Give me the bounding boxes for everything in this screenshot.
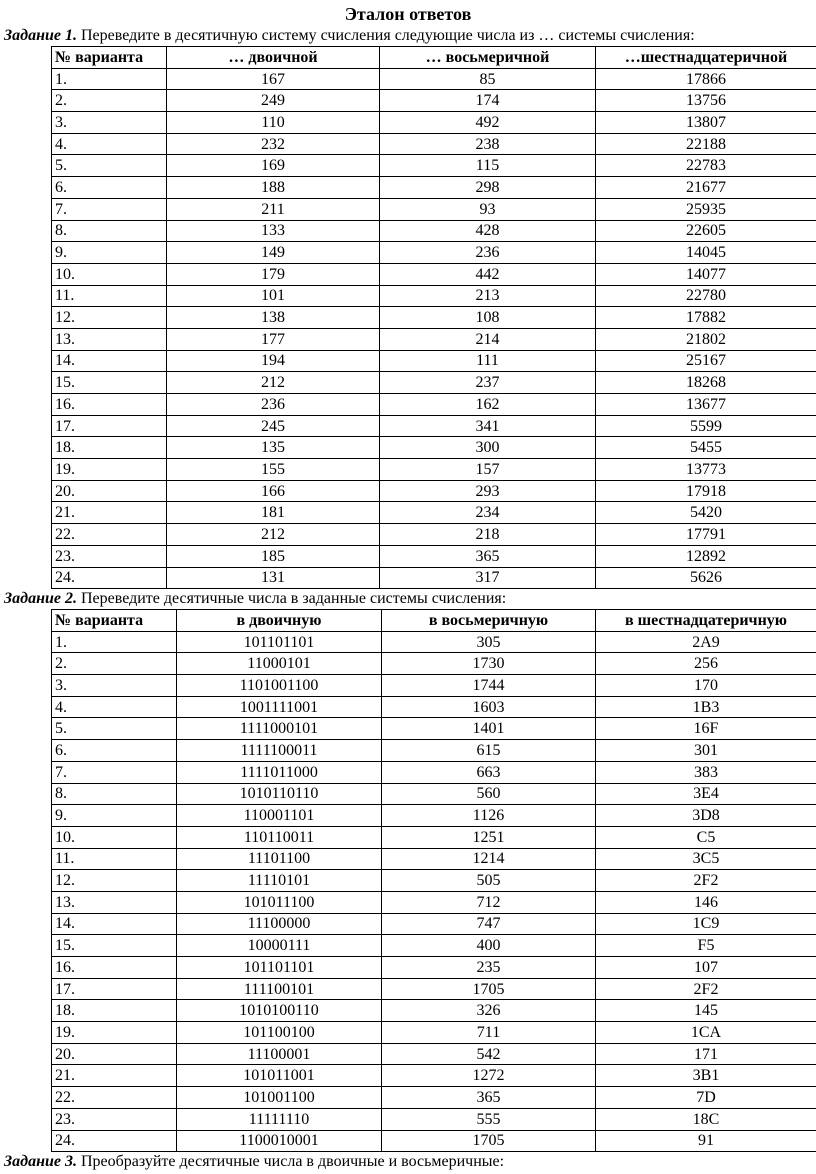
task2-cell-octal: 1126 [382,805,596,827]
table-row [52,740,816,762]
table-row [52,870,816,892]
task2-cell-hex: 2F2 [596,978,816,1000]
task2-cell-hex: 145 [596,1000,816,1022]
task1-cell-variant: 15. [52,372,167,394]
task2-cell-hex: 107 [596,957,816,979]
task2-cell-variant: 22. [52,1087,177,1109]
task2-cell-binary: 101001100 [177,1087,382,1109]
task3-text: Преобразуйте десятичные числа в двоичные и восьмеричные: [76,1153,505,1170]
table-row [52,307,816,329]
task2-header-row [52,610,816,632]
table-row [52,805,816,827]
task2-cell-octal: 505 [382,870,596,892]
task2-cell-variant: 7. [52,761,177,783]
task2-cell-variant: 21. [52,1065,177,1087]
task1-cell-variant: 14. [52,350,167,372]
task1-cell-octal: 93 [380,198,596,220]
task1-cell-hex: 22188 [596,133,816,155]
task2-cell-hex: 256 [596,653,816,675]
task2-cell-hex: 171 [596,1043,816,1065]
task1-cell-binary: 101 [167,285,380,307]
task2-cell-binary: 1010100110 [177,1000,382,1022]
task1-cell-hex: 21802 [596,328,816,350]
task2-cell-octal: 326 [382,1000,596,1022]
task2-cell-binary: 11111110 [177,1108,382,1130]
table-row [52,761,816,783]
table-row [52,978,816,1000]
table-row [52,177,816,199]
table-row [52,1043,816,1065]
task1-cell-binary: 149 [167,242,380,264]
task1-cell-octal: 492 [380,112,596,134]
task1-cell-hex: 21677 [596,177,816,199]
task2-cell-variant: 4. [52,696,177,718]
task2-cell-octal: 542 [382,1043,596,1065]
task2-cell-octal: 1603 [382,696,596,718]
task1-cell-binary: 138 [167,307,380,329]
table-row [52,631,816,653]
task2-heading [4,589,506,608]
task2-cell-binary: 11100000 [177,913,382,935]
task1-cell-variant: 8. [52,220,167,242]
table-row [52,783,816,805]
task2-cell-binary: 101101101 [177,631,382,653]
table-row [52,155,816,177]
task1-table [51,46,816,589]
task1-cell-hex: 14077 [596,263,816,285]
task1-cell-variant: 19. [52,459,167,481]
task1-cell-octal: 234 [380,502,596,524]
task2-cell-variant: 19. [52,1022,177,1044]
table-row [52,285,816,307]
table-row [52,1087,816,1109]
task2-cell-variant: 17. [52,978,177,1000]
task2-cell-hex: C5 [596,826,816,848]
task2-cell-binary: 1001111001 [177,696,382,718]
table-row [52,459,816,481]
task1-cell-binary: 245 [167,415,380,437]
task1-cell-hex: 18268 [596,372,816,394]
task1-cell-hex: 22783 [596,155,816,177]
task2-cell-hex: 1CA [596,1022,816,1044]
task1-cell-hex: 25935 [596,198,816,220]
task2-cell-hex: 2A9 [596,631,816,653]
task1-cell-variant: 16. [52,394,167,416]
task2-cell-hex: 3D8 [596,805,816,827]
table-row [52,112,816,134]
table-row [52,675,816,697]
task2-cell-variant: 15. [52,935,177,957]
table-row [52,957,816,979]
task2-cell-variant: 16. [52,957,177,979]
task1-cell-binary: 188 [167,177,380,199]
task2-cell-octal: 1730 [382,653,596,675]
task1-cell-octal: 218 [380,524,596,546]
task2-cell-binary: 11101100 [177,848,382,870]
table-row [52,567,816,589]
task2-cell-binary: 11110101 [177,870,382,892]
task2-cell-octal: 1705 [382,978,596,1000]
task2-cell-octal: 747 [382,913,596,935]
page-title: Эталон ответов [344,4,472,24]
task1-cell-octal: 237 [380,372,596,394]
task2-cell-octal: 711 [382,1022,596,1044]
task2-label: Задание 2. [4,590,77,607]
task2-cell-variant: 3. [52,675,177,697]
task1-header-row [52,47,816,69]
task2-cell-hex: 3C5 [596,848,816,870]
task1-cell-octal: 238 [380,133,596,155]
task1-header-hex: …шестнадцатеричной [596,47,816,69]
task1-cell-octal: 236 [380,242,596,264]
task1-cell-variant: 23. [52,545,167,567]
table-row [52,220,816,242]
table-row [52,524,816,546]
table-row [52,545,816,567]
task1-header-variant: № варианта [52,47,167,69]
task2-cell-binary: 1101001100 [177,675,382,697]
table-row [52,696,816,718]
table-row [52,1000,816,1022]
task2-cell-hex: 16F [596,718,816,740]
task1-cell-variant: 21. [52,502,167,524]
task1-cell-variant: 4. [52,133,167,155]
task1-cell-octal: 213 [380,285,596,307]
task1-header-octal: … восьмеричной [380,47,596,69]
task1-cell-variant: 20. [52,480,167,502]
task2-cell-hex: 1C9 [596,913,816,935]
task2-cell-octal: 1705 [382,1130,596,1152]
task2-cell-binary: 110110011 [177,826,382,848]
task1-label: Задание 1. [4,27,77,44]
task1-heading [4,26,695,45]
task1-cell-octal: 442 [380,263,596,285]
task2-cell-variant: 5. [52,718,177,740]
task2-cell-variant: 23. [52,1108,177,1130]
task2-cell-variant: 20. [52,1043,177,1065]
task1-cell-binary: 212 [167,524,380,546]
task2-cell-hex: 1B3 [596,696,816,718]
task1-cell-hex: 13756 [596,90,816,112]
table-row [52,350,816,372]
task1-cell-variant: 2. [52,90,167,112]
task1-cell-binary: 194 [167,350,380,372]
table-row [52,1108,816,1130]
table-row [52,198,816,220]
table-row [52,372,816,394]
task2-header-variant: № варианта [52,610,177,632]
task2-table [51,609,816,1152]
task1-cell-variant: 13. [52,328,167,350]
task2-cell-octal: 235 [382,957,596,979]
table-row [52,913,816,935]
task2-header-binary: в двоичную [177,610,382,632]
task1-cell-octal: 111 [380,350,596,372]
task2-cell-variant: 2. [52,653,177,675]
task1-cell-hex: 5455 [596,437,816,459]
task2-cell-hex: 170 [596,675,816,697]
table-row [52,502,816,524]
table-row [52,718,816,740]
task1-cell-octal: 174 [380,90,596,112]
task2-cell-variant: 13. [52,891,177,913]
task2-cell-variant: 14. [52,913,177,935]
task2-cell-octal: 560 [382,783,596,805]
task2-cell-octal: 400 [382,935,596,957]
task2-cell-binary: 1100010001 [177,1130,382,1152]
task2-cell-binary: 10000111 [177,935,382,957]
task1-cell-variant: 3. [52,112,167,134]
task2-cell-hex: 91 [596,1130,816,1152]
task1-cell-binary: 185 [167,545,380,567]
task2-cell-octal: 712 [382,891,596,913]
task2-cell-octal: 1272 [382,1065,596,1087]
task1-header-binary: … двоичной [167,47,380,69]
task1-cell-hex: 13807 [596,112,816,134]
task1-cell-octal: 317 [380,567,596,589]
task1-cell-binary: 232 [167,133,380,155]
task1-cell-hex: 13677 [596,394,816,416]
task1-cell-octal: 341 [380,415,596,437]
task1-cell-hex: 17791 [596,524,816,546]
task1-cell-hex: 22780 [596,285,816,307]
task2-cell-variant: 1. [52,631,177,653]
task2-cell-octal: 1744 [382,675,596,697]
table-row [52,848,816,870]
table-row [52,891,816,913]
task2-cell-octal: 365 [382,1087,596,1109]
task1-cell-binary: 167 [167,68,380,90]
task1-cell-variant: 18. [52,437,167,459]
task1-text: Переведите в десятичную систему счисления следующие числа из … системы счисления: [76,27,695,44]
task1-cell-octal: 298 [380,177,596,199]
task1-cell-binary: 212 [167,372,380,394]
task2-cell-binary: 110001101 [177,805,382,827]
table-row [52,1022,816,1044]
task1-cell-binary: 249 [167,90,380,112]
task1-cell-hex: 5599 [596,415,816,437]
task1-cell-variant: 24. [52,567,167,589]
task1-cell-octal: 428 [380,220,596,242]
task2-cell-variant: 12. [52,870,177,892]
task1-cell-hex: 17866 [596,68,816,90]
task2-cell-hex: 383 [596,761,816,783]
table-row [52,437,816,459]
task2-header-hex: в шестнадцатеричную [596,610,816,632]
table-row [52,328,816,350]
task1-cell-octal: 115 [380,155,596,177]
task2-cell-variant: 24. [52,1130,177,1152]
table-row [52,242,816,264]
task1-cell-hex: 13773 [596,459,816,481]
task2-cell-binary: 1010110110 [177,783,382,805]
task1-cell-variant: 11. [52,285,167,307]
task2-cell-hex: 301 [596,740,816,762]
task2-cell-variant: 6. [52,740,177,762]
task1-cell-variant: 9. [52,242,167,264]
task2-cell-binary: 11100001 [177,1043,382,1065]
task2-cell-binary: 101101101 [177,957,382,979]
task2-cell-binary: 1111011000 [177,761,382,783]
task1-cell-hex: 25167 [596,350,816,372]
task2-cell-hex: 3B1 [596,1065,816,1087]
task2-cell-octal: 1401 [382,718,596,740]
task1-cell-octal: 157 [380,459,596,481]
task2-cell-binary: 11000101 [177,653,382,675]
table-row [52,68,816,90]
task1-cell-variant: 22. [52,524,167,546]
task1-cell-octal: 162 [380,394,596,416]
task1-cell-octal: 365 [380,545,596,567]
task2-cell-binary: 101011001 [177,1065,382,1087]
task2-cell-octal: 1251 [382,826,596,848]
task2-cell-hex: 18C [596,1108,816,1130]
task1-cell-binary: 179 [167,263,380,285]
task1-cell-binary: 166 [167,480,380,502]
table-row [52,1130,816,1152]
task1-cell-binary: 155 [167,459,380,481]
task1-cell-hex: 17918 [596,480,816,502]
task2-cell-octal: 663 [382,761,596,783]
task1-cell-hex: 17882 [596,307,816,329]
task2-cell-hex: 146 [596,891,816,913]
table-row [52,90,816,112]
task1-cell-binary: 177 [167,328,380,350]
task1-cell-octal: 293 [380,480,596,502]
task2-cell-binary: 111100101 [177,978,382,1000]
task2-cell-variant: 9. [52,805,177,827]
task2-cell-octal: 1214 [382,848,596,870]
task1-cell-octal: 85 [380,68,596,90]
task3-heading [4,1152,504,1171]
table-row [52,263,816,285]
task1-cell-binary: 135 [167,437,380,459]
task2-cell-hex: 2F2 [596,870,816,892]
task1-cell-binary: 110 [167,112,380,134]
task2-cell-octal: 615 [382,740,596,762]
table-row [52,394,816,416]
task2-cell-binary: 101100100 [177,1022,382,1044]
task1-cell-variant: 5. [52,155,167,177]
task2-cell-variant: 8. [52,783,177,805]
task2-cell-hex: 3E4 [596,783,816,805]
task1-cell-variant: 6. [52,177,167,199]
task2-cell-variant: 10. [52,826,177,848]
task1-cell-hex: 12892 [596,545,816,567]
task2-cell-binary: 101011100 [177,891,382,913]
task2-cell-binary: 1111100011 [177,740,382,762]
task1-cell-variant: 7. [52,198,167,220]
task1-cell-variant: 17. [52,415,167,437]
task2-cell-octal: 555 [382,1108,596,1130]
task1-cell-octal: 300 [380,437,596,459]
table-row [52,480,816,502]
task1-cell-octal: 214 [380,328,596,350]
table-row [52,653,816,675]
task1-cell-octal: 108 [380,307,596,329]
task2-cell-binary: 1111000101 [177,718,382,740]
table-row [52,935,816,957]
task2-cell-variant: 18. [52,1000,177,1022]
task1-cell-binary: 181 [167,502,380,524]
task1-cell-hex: 22605 [596,220,816,242]
task2-cell-octal: 305 [382,631,596,653]
task1-cell-hex: 5420 [596,502,816,524]
task1-cell-hex: 5626 [596,567,816,589]
table-row [52,826,816,848]
task1-cell-variant: 12. [52,307,167,329]
task2-header-octal: в восьмеричную [382,610,596,632]
task1-cell-binary: 133 [167,220,380,242]
task2-cell-variant: 11. [52,848,177,870]
task2-text: Переведите десятичные числа в заданные системы счисления: [76,590,507,607]
task1-cell-variant: 1. [52,68,167,90]
task1-cell-binary: 131 [167,567,380,589]
table-row [52,133,816,155]
task1-cell-binary: 169 [167,155,380,177]
table-row [52,415,816,437]
task1-cell-binary: 211 [167,198,380,220]
task3-label: Задание 3. [4,1153,77,1170]
task2-cell-hex: 7D [596,1087,816,1109]
task1-cell-hex: 14045 [596,242,816,264]
task1-cell-binary: 236 [167,394,380,416]
task1-cell-variant: 10. [52,263,167,285]
table-row [52,1065,816,1087]
task2-cell-hex: F5 [596,935,816,957]
